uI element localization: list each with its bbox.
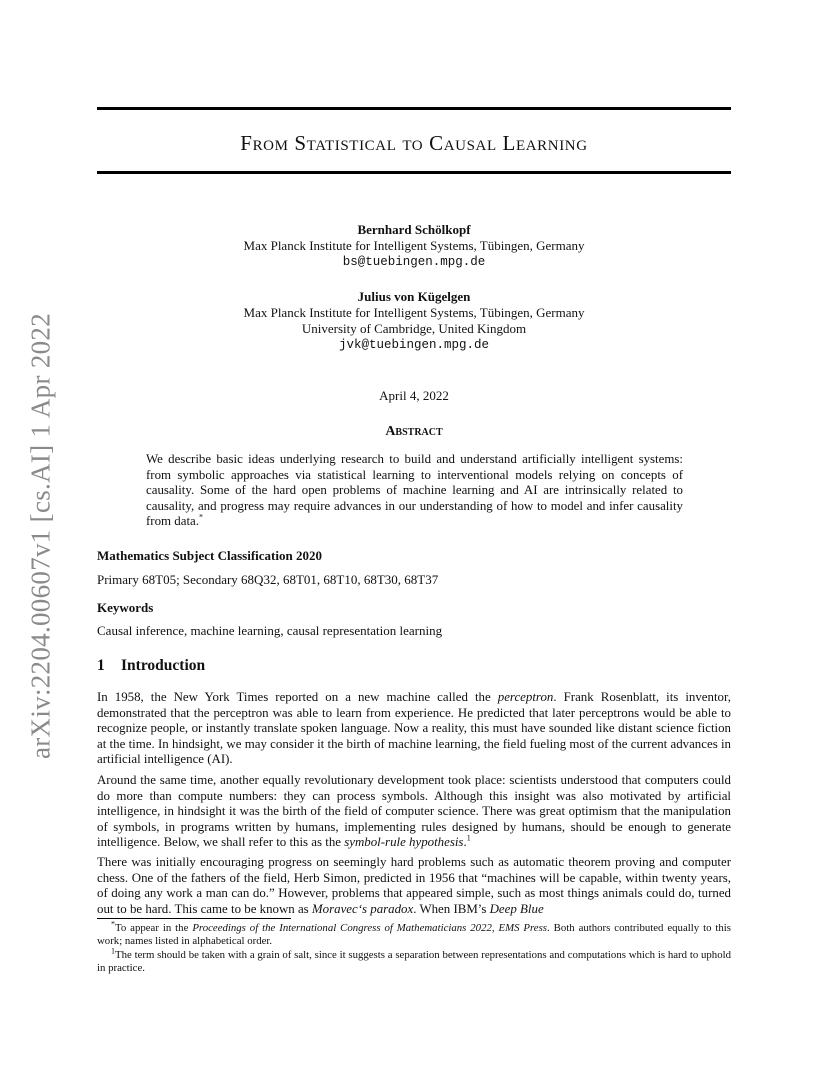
section-title: Introduction — [121, 657, 206, 674]
author-name: Bernhard Schölkopf — [357, 222, 471, 237]
emphasis: Proceedings of the International Congress of Mathematicians 2022, EMS Press — [192, 922, 548, 934]
author-affiliation: Max Planck Institute for Intelligent Systems, Tübingen, Germany — [243, 305, 585, 320]
abstract-body — [146, 452, 683, 530]
paragraph-text: . Frank Rosenblatt, its inventor, demonstrated that the perceptron was able to learn from experience. He predicted that later perceptrons would be able to recognize people, or instantly translate spoken language. Now a reality, this must have sounded like distant science fiction at the time. In hindsight, we may consider it the birth of machine learning, the field fueling most of the current advances in artificial intelligence (AI). — [97, 690, 731, 766]
footnote-text: To appear in the — [115, 922, 193, 934]
paragraph-text: . — [463, 835, 467, 849]
footnote-marker: 1 — [111, 946, 115, 956]
emphasis: Deep Blue — [489, 901, 544, 916]
msc-codes: Primary 68T05; Secondary 68Q32, 68T01, 68T10, 68T30, 68T37 — [97, 572, 439, 587]
author-block-2 — [97, 289, 731, 353]
body-paragraph — [97, 773, 731, 851]
footnote-marker[interactable]: 1 — [466, 833, 471, 843]
keywords-list: Causal inference, machine learning, causal representation learning — [97, 623, 443, 638]
author-affiliation: Max Planck Institute for Intelligent Systems, Tübingen, Germany — [243, 238, 585, 253]
msc-heading: Mathematics Subject Classification 2020 — [97, 548, 322, 563]
arxiv-identifier-stamp: arXiv:2204.00607v1 [cs.AI] 1 Apr 2022 — [25, 312, 56, 760]
body-paragraph — [97, 855, 731, 917]
paper-date: April 4, 2022 — [379, 388, 449, 403]
emphasis: Moravec‘s paradox — [311, 901, 414, 916]
abstract-text: We describe basic ideas underlying research to build and understand artificially intelligent systems: from symbolic approaches via statistical learning to interventional models relying on concepts of causality. Some of the hard open problems of machine learning and AI are intrinsically related to causality, and progress may require advances in our understanding of how to model and infer causality from data. — [146, 452, 683, 529]
footnote-marker: * — [111, 919, 115, 929]
emphasis: symbol-rule hypothesis — [344, 835, 464, 849]
author-email[interactable]: jvk@tuebingen.mpg.de — [338, 338, 490, 352]
keywords-heading: Keywords — [97, 600, 154, 615]
footnote-marker[interactable]: * — [198, 513, 203, 523]
paragraph-text: . When IBM’s — [413, 901, 490, 916]
paragraph-text: In 1958, the New York Times reported on a new machine called the — [97, 690, 498, 704]
footnote — [97, 919, 731, 949]
footnote — [97, 946, 731, 976]
paper-title: From Statistical to Causal Learning — [240, 131, 588, 155]
footnote-text: The term should be taken with a grain of salt, since it suggests a separation between representations and computations which is hard to uphold in practice. — [97, 949, 731, 975]
abstract-heading: Abstract — [385, 424, 443, 439]
author-name: Julius von Kügelgen — [357, 289, 471, 304]
title-bottom-rule — [97, 171, 731, 174]
emphasis: perceptron — [497, 690, 554, 704]
paragraph-text: Around the same time, another equally revolutionary development took place: scientists understood that computers could do more than compute numbers: they can process symbols. Although this insight was also motivated by artificial intelligence, in hindsight it was the birth of the field of computer science. There was great optimism that the manipulation of symbols, in programs written by humans, implementing rules designed by humans, should be enough to generate intelligence. Below, we shall refer to this as the — [97, 773, 731, 849]
paragraph-text: There was initially encouraging progress on seemingly hard problems such as automatic theorem proving and computer chess. One of the fathers of the field, Herb Simon, predicted in 1956 that “machines will be capable, within twenty years, of doing any work a man can do.” However, problems that appeared simple, such as most things animals could do, turned out to be hard. This came to be known as — [97, 855, 731, 916]
section-heading — [97, 657, 205, 675]
body-paragraph — [97, 690, 731, 768]
author-email[interactable]: bs@tuebingen.mpg.de — [342, 255, 486, 269]
author-affiliation: University of Cambridge, United Kingdom — [301, 321, 527, 336]
footnote-text: . Both authors contributed equally to this work; names listed in alphabetical order. — [97, 922, 731, 948]
section-number: 1 — [97, 657, 105, 674]
author-block-1 — [97, 222, 731, 270]
title-top-rule — [97, 107, 731, 110]
footnote-separator — [97, 918, 291, 919]
